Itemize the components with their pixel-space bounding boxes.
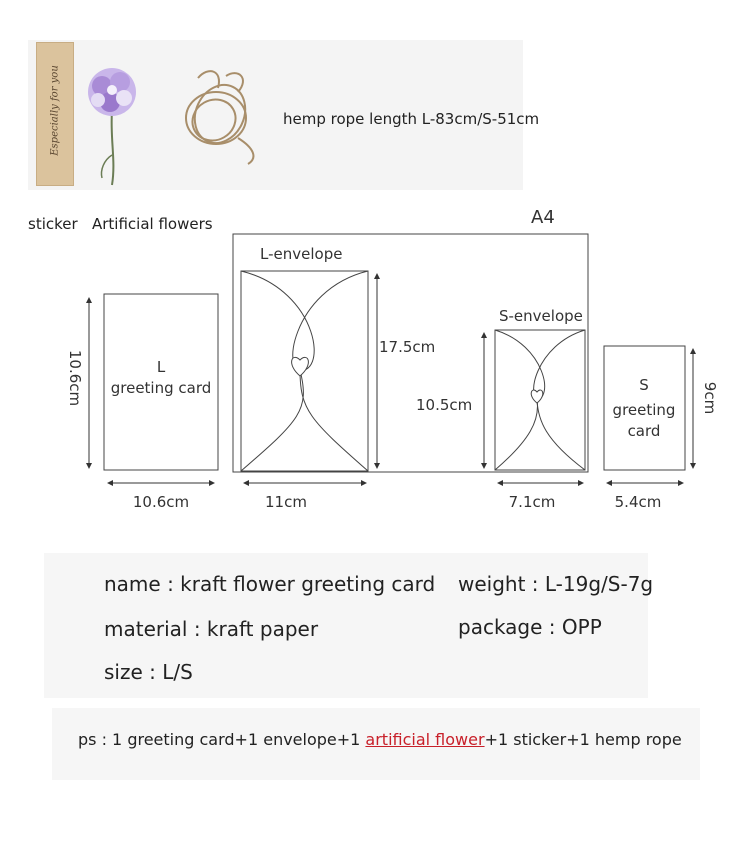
hemp-rope-image bbox=[168, 58, 268, 168]
spec-material: material : kraft paper bbox=[104, 617, 319, 641]
l-envelope-label: L-envelope bbox=[260, 245, 343, 263]
spec-package: package : OPP bbox=[458, 615, 602, 639]
l-card-line1: L bbox=[156, 358, 166, 376]
s-envelope-label: S-envelope bbox=[499, 307, 583, 325]
dim-s-envelope-width: 7.1cm bbox=[508, 493, 556, 511]
s-card-line2: greeting bbox=[612, 401, 676, 419]
dim-l-envelope-width: 11cm bbox=[265, 493, 307, 511]
sticker-script-text: Especially for you bbox=[49, 65, 61, 156]
sticker-label: sticker bbox=[28, 215, 78, 233]
hemp-rope-length-text: hemp rope length L-83cm/S-51cm bbox=[283, 110, 540, 128]
ps-prefix: ps : 1 greeting card+1 envelope+1 bbox=[78, 730, 366, 749]
dim-s-envelope-height: 10.5cm bbox=[416, 396, 473, 414]
sticker-image bbox=[36, 42, 74, 186]
dim-l-envelope-height: 17.5cm bbox=[379, 338, 436, 356]
size-diagram bbox=[0, 195, 750, 525]
spec-size: size : L/S bbox=[104, 660, 193, 684]
s-card-line3: card bbox=[627, 422, 661, 440]
ps-suffix: +1 sticker+1 hemp rope bbox=[484, 730, 682, 749]
spec-weight: weight : L-19g/S-7g bbox=[458, 572, 654, 596]
dim-s-card-height: 9cm bbox=[701, 381, 719, 415]
package-contents-note bbox=[78, 730, 682, 749]
spec-name: name : kraft flower greeting card bbox=[104, 572, 436, 596]
dim-l-card-height: 10.6cm bbox=[66, 349, 84, 407]
l-card-line2: greeting card bbox=[110, 379, 212, 397]
s-card-line1: S bbox=[639, 376, 649, 394]
artificial-flower-image bbox=[82, 60, 142, 190]
dim-s-card-width: 5.4cm bbox=[614, 493, 662, 511]
artificial-flowers-label: Artificial flowers bbox=[92, 215, 213, 233]
a4-label: A4 bbox=[531, 207, 555, 228]
dim-l-card-width: 10.6cm bbox=[132, 493, 190, 511]
ps-highlight: artificial flower bbox=[365, 730, 485, 749]
